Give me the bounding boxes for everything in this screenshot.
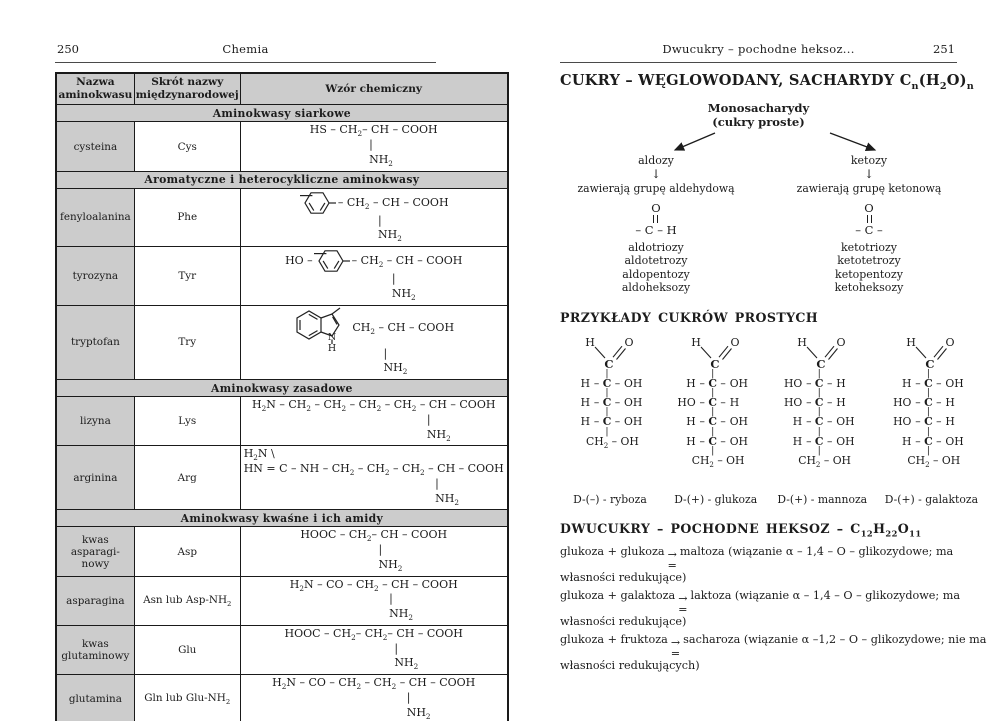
svg-text:O: O <box>945 335 955 349</box>
formula-subline <box>244 478 504 493</box>
carbon-row: H – C – OH <box>887 378 975 389</box>
substituent: $NH_2$ <box>369 152 393 169</box>
amino-abbr: Asn lub Asp-$NH_2$ <box>134 576 240 625</box>
bottom-group: $CH_2$ – OH <box>586 434 639 451</box>
chemical-formula <box>293 308 454 378</box>
aldehyde-top-icon <box>578 334 642 370</box>
carbon-row: H – C – OH <box>672 436 760 447</box>
aldehyde-group-formula <box>635 202 676 236</box>
formula-line <box>299 191 449 215</box>
bond-icon: | <box>817 387 821 399</box>
chemical-formula <box>299 191 449 245</box>
running-header-left: Chemia <box>222 42 269 56</box>
amino-formula-cell <box>240 247 508 306</box>
table-section-row <box>56 510 508 527</box>
bond-icon: | <box>711 406 715 418</box>
formula-subline <box>244 493 504 508</box>
chemical-formula <box>252 399 495 443</box>
substituent: | <box>391 272 396 286</box>
chemical-formula <box>272 677 475 721</box>
right-substituent: OH <box>945 376 964 390</box>
amino-formula-cell <box>240 576 508 625</box>
formula-subline <box>285 643 463 658</box>
aldose-examples-list <box>622 241 690 295</box>
formula-line <box>272 677 475 692</box>
table-section-row <box>56 171 508 188</box>
bond-icon: | <box>711 445 715 457</box>
tree-root-line2: (cukry proste) <box>712 115 805 130</box>
amino-name: asparagina <box>56 576 134 625</box>
right-substituent: OH <box>729 415 748 429</box>
running-header-right: Dwucukry – pochodne heksoz... <box>662 42 855 56</box>
page-right <box>560 42 987 676</box>
ketose-example: ketoheksozy <box>834 281 904 295</box>
bond-icon: | <box>926 445 930 457</box>
ketose-example: ketotriozy <box>840 241 898 254</box>
formula-main: $CH_2$ – CH – COOH <box>352 320 455 336</box>
carbon-row: HO – C – H <box>887 397 975 408</box>
svg-text:N: N <box>328 331 337 343</box>
amino-abbr: Glu <box>134 625 240 674</box>
bond-icon: | <box>711 367 715 379</box>
formula-subline <box>272 707 475 721</box>
formula-main: HOOC – $CH_2-$ $CH_2-$ CH – COOH <box>284 626 463 643</box>
reaction-substrates: glukoza + fruktoza <box>560 632 668 646</box>
reaction-arrow-equals <box>668 549 677 571</box>
chemical-formula <box>285 249 462 303</box>
aldehyde-top-icon <box>684 334 748 370</box>
reaction-arrow-equals <box>678 593 687 615</box>
chemical-formula <box>300 529 447 573</box>
arrow-icon: → <box>678 591 688 605</box>
chemical-formula <box>244 448 504 507</box>
amino-name: arginina <box>56 446 134 510</box>
left-substituent: HO <box>783 376 803 390</box>
carbonyl-oxygen: O <box>651 200 661 215</box>
reaction-line <box>560 545 987 586</box>
bond-icon: | <box>605 425 609 437</box>
equals-sign: = <box>678 602 688 616</box>
right-substituent: OH <box>624 376 643 390</box>
amino-formula-cell <box>240 446 508 510</box>
formula-line <box>244 463 504 478</box>
substituent: | <box>378 543 383 557</box>
disaccharide-reactions <box>560 545 987 673</box>
amino-formula-cell <box>240 675 508 721</box>
formula-subline <box>299 215 449 230</box>
sugar-label: D-(–) - ryboza <box>573 492 647 506</box>
substituent: $NH_2$ <box>406 705 431 721</box>
formula-subline <box>293 348 454 363</box>
formula-main: $H_2N - CH_2 - CH_2 - CH_2 - CH_2$ – CH – COOH <box>251 398 496 414</box>
tree-columns <box>560 154 987 295</box>
formula-subline <box>293 362 454 377</box>
right-substituent: H <box>836 396 846 410</box>
branch-label-ketozy: ketozy <box>850 153 888 167</box>
left-substituent: H <box>792 434 803 448</box>
bond-icon: | <box>605 367 609 379</box>
carbonyl-oxygen: O <box>864 200 874 215</box>
amino-acid-row <box>56 122 508 171</box>
amino-abbr: Try <box>134 305 240 380</box>
formula-subline <box>300 559 447 574</box>
carbon-row: H – C – OH <box>566 378 654 389</box>
svg-text:H: H <box>585 335 595 349</box>
branch-arrows-icon <box>575 130 972 154</box>
right-substituent: OH <box>729 376 748 390</box>
bond-icon: | <box>605 387 609 399</box>
chemical-formula <box>310 124 438 168</box>
svg-text:H: H <box>328 342 337 351</box>
substituent: | <box>394 641 399 655</box>
simple-sugars-heading: PRZYKŁADY CUKRÓW PROSTYCH <box>560 309 819 325</box>
ketone-group-formula <box>855 202 883 236</box>
amino-acid-row <box>56 675 508 721</box>
amino-formula-cell <box>240 527 508 576</box>
aldose-example: aldoheksozy <box>621 281 691 295</box>
substituent: $NH_2$ <box>378 228 402 244</box>
table-section-row <box>56 380 508 397</box>
amino-abbr: Gln lub Glu-$NH_2$ <box>134 675 240 721</box>
section-label: Aminokwasy zasadowe <box>56 380 508 397</box>
benzene-ring-icon <box>300 188 337 218</box>
formula-subline <box>299 229 449 244</box>
page-number-left: 250 <box>57 42 79 56</box>
amino-formula-cell <box>240 625 508 674</box>
reaction-line <box>560 589 987 630</box>
formula-line <box>293 308 455 351</box>
fischer-projection <box>566 334 654 506</box>
carbon-row: H – C – OH <box>778 436 866 447</box>
right-substituent: OH <box>836 415 855 429</box>
tree-root-line1: Monosacharydy <box>707 100 810 115</box>
reaction-product: maltoza (wiązanie α – 1,4 – O – glikozydowe; ma własności redukujące) <box>560 545 954 585</box>
bottom-group-row <box>887 455 975 469</box>
right-page-header <box>560 42 957 63</box>
formula-line <box>290 579 458 594</box>
left-substituent: H <box>686 376 696 390</box>
svg-text:C: C <box>925 356 935 370</box>
bond-icon: | <box>926 367 930 379</box>
amino-table-body <box>56 105 508 721</box>
amino-acid-table <box>55 72 509 721</box>
formula-line <box>310 124 438 139</box>
table-section-row <box>56 105 508 122</box>
amino-abbr: Cys <box>134 122 240 171</box>
aldehyde-top-icon <box>899 334 963 370</box>
carbon-row: HO – C – H <box>887 416 975 427</box>
branch-label-aldozy: aldozy <box>638 153 674 167</box>
ketose-examples-list <box>835 241 904 295</box>
left-substituent: H <box>792 415 803 429</box>
formula-prefix: HO – <box>285 254 313 268</box>
formula-subline <box>290 593 458 608</box>
amino-name: cysteina <box>56 122 134 171</box>
formula-subline <box>252 429 495 444</box>
right-substituent: OH <box>729 434 748 448</box>
formula-subline <box>285 288 462 303</box>
formula-subline <box>310 154 438 169</box>
substituent: | <box>406 690 411 704</box>
formula-line <box>252 399 495 414</box>
carbon-row: H – C – OH <box>887 436 975 447</box>
formula-line <box>285 249 462 273</box>
aldehyde-top-icon <box>790 334 854 370</box>
section-label: Aminokwasy siarkowe <box>56 105 508 122</box>
left-substituent: H <box>901 376 912 390</box>
formula-subline <box>252 414 495 429</box>
tree-root <box>560 101 957 130</box>
bond-icon: | <box>711 425 715 437</box>
svg-text:O: O <box>624 335 634 349</box>
right-substituent: OH <box>624 415 643 429</box>
ketose-example: ketopentozy <box>835 267 903 281</box>
substituent: | <box>389 592 393 606</box>
formula-main: HN = C – NH – $CH_2 - CH_2 - CH_2$ – CH – COOH <box>243 462 504 478</box>
left-substituent: H <box>901 434 912 448</box>
svg-text:H: H <box>797 335 808 349</box>
right-substituent: OH <box>945 434 964 448</box>
right-substituent: OH <box>624 396 643 410</box>
formula-main: HOOC – $CH_2-$ CH – COOH <box>300 528 448 544</box>
col-header-formula: Wzór chemiczny <box>240 73 508 105</box>
substituent: | <box>383 346 388 360</box>
reaction-substrates: glukoza + galaktoza <box>560 588 676 602</box>
svg-text:C: C <box>604 356 614 370</box>
amino-acid-row <box>56 446 508 510</box>
left-substituent: HO <box>677 396 696 410</box>
tree-branch-ketozy <box>774 154 964 295</box>
equals-sign: = <box>667 559 677 573</box>
right-substituent: H <box>945 396 955 410</box>
amino-acid-row <box>56 625 508 674</box>
bond-icon: | <box>817 445 821 457</box>
reaction-product: laktoza (wiązanie α – 1,4 – O – glikozydowe; ma własności redukujące) <box>560 588 961 629</box>
svg-text:C: C <box>710 356 720 370</box>
svg-text:H: H <box>906 335 917 349</box>
carbon-row: H – C – OH <box>566 397 654 408</box>
bottom-group: $CH_2$ – OH <box>798 454 851 470</box>
carbon-row: H – C – OH <box>672 416 760 427</box>
substituent: $NH_2$ <box>378 557 403 574</box>
reaction-line <box>560 633 987 674</box>
left-page-header <box>55 42 436 63</box>
formula-line <box>300 529 447 544</box>
formula-subline <box>285 657 463 672</box>
svg-text:C: C <box>816 356 826 370</box>
aldose-example: aldotetrozy <box>624 254 688 268</box>
carbonyl-carbon-line: – C – H <box>635 222 677 237</box>
ketose-example: ketotetrozy <box>837 254 901 268</box>
tree-branch-aldozy <box>560 154 752 295</box>
page-left <box>55 42 504 721</box>
fischer-projections-row <box>560 334 984 506</box>
amino-formula-cell <box>240 397 508 446</box>
formula-subline <box>272 692 475 707</box>
carbon-row: HO – C – H <box>672 397 760 408</box>
reaction-arrow-equals <box>671 637 680 659</box>
left-substituent: HO <box>893 415 912 429</box>
substituent: | <box>369 138 373 152</box>
formula-line <box>285 628 463 643</box>
left-substituent: H <box>580 415 590 429</box>
left-substituent: H <box>580 376 590 390</box>
aldose-example: aldotriozy <box>628 241 684 254</box>
formula-main: $H_2N$ – CO – $CH_2$ – CH – COOH <box>289 577 458 593</box>
amino-name: tyrozyna <box>56 247 134 306</box>
formula-main: – $CH_2$ – CH – COOH <box>337 195 449 211</box>
amino-formula-cell <box>240 122 508 171</box>
carbonyl-carbon-line: – C – <box>855 222 883 237</box>
chemical-formula <box>285 628 463 672</box>
left-substituent: H <box>686 415 696 429</box>
substituent: | <box>426 412 431 426</box>
amino-name: kwas glutaminowy <box>56 625 134 674</box>
bottom-group: $CH_2$ – OH <box>691 454 745 470</box>
amino-abbr: Phe <box>134 188 240 247</box>
formula-line: $H_2N$ \ <box>243 447 275 463</box>
col-header-abbr: Skrót nazwy międzynarodowej <box>134 73 240 105</box>
aldose-example: aldopentozy <box>622 267 690 281</box>
right-substituent: OH <box>836 434 855 448</box>
amino-abbr: Arg <box>134 446 240 510</box>
fischer-projection <box>885 334 978 506</box>
substituent: | <box>378 213 382 227</box>
down-arrow-icon: ↓ <box>863 166 875 181</box>
double-bond-icon <box>867 215 872 223</box>
section-label: Aromatyczne i heterocykliczne aminokwasy <box>56 171 508 188</box>
amino-abbr: Tyr <box>134 247 240 306</box>
formula-subline <box>290 608 458 623</box>
amino-abbr: Asp <box>134 527 240 576</box>
bond-icon: | <box>817 406 821 418</box>
left-substituent: HO <box>893 396 912 410</box>
carbon-row: H – C – OH <box>672 378 760 389</box>
equals-sign: = <box>670 646 681 660</box>
fischer-projection <box>777 334 867 506</box>
svg-text:O: O <box>836 335 846 349</box>
carbon-row: H – C – OH <box>566 416 654 427</box>
bond-icon: | <box>926 406 930 418</box>
fischer-projection <box>672 334 760 506</box>
reaction-substrates: glukoza + glukoza <box>560 545 665 559</box>
amino-formula-cell <box>240 188 508 247</box>
chemical-formula <box>290 579 458 623</box>
branch-desc-ketozy: zawierają grupę ketonową <box>796 181 942 195</box>
bottom-group-row <box>672 455 760 469</box>
amino-abbr: Lys <box>134 397 240 446</box>
bond-icon: | <box>605 406 609 418</box>
indole-ring-icon <box>294 305 351 351</box>
amino-name: kwas asparaginowy <box>56 527 134 576</box>
svg-text:O: O <box>730 335 740 349</box>
bond-icon: | <box>926 387 930 399</box>
amino-acid-row <box>56 576 508 625</box>
bottom-group-row <box>778 455 866 469</box>
branch-desc-aldozy: zawierają grupę aldehydową <box>577 181 735 195</box>
benzene-ring-icon <box>314 246 351 276</box>
arrow-icon: → <box>670 635 681 649</box>
sugar-label: D-(+) - galaktoza <box>884 492 978 506</box>
right-substituent: H <box>945 415 955 429</box>
sugar-label: D-(+) - mannoza <box>777 492 868 506</box>
sugars-title: CUKRY – WĘGLOWODANY, SACHARYDY $C_n(H_2O)_n$ <box>560 72 974 92</box>
amino-acid-row <box>56 397 508 446</box>
bond-icon: | <box>926 425 930 437</box>
formula-subline <box>285 273 462 288</box>
substituent: $NH_2$ <box>426 427 451 443</box>
formula-main: – $CH_2$ – CH – COOH <box>351 254 463 270</box>
amino-name: fenyloalanina <box>56 188 134 247</box>
amino-acid-row <box>56 527 508 576</box>
left-substituent: H <box>580 396 590 410</box>
svg-text:H: H <box>690 335 701 349</box>
amino-formula-cell <box>240 305 508 380</box>
substituent: $NH_2$ <box>389 607 413 623</box>
bond-icon: | <box>711 387 715 399</box>
amino-acid-row <box>56 247 508 306</box>
substituent: $NH_2$ <box>394 656 419 672</box>
left-substituent: H <box>686 434 696 448</box>
down-arrow-icon: ↓ <box>650 166 662 181</box>
right-substituent: H <box>836 376 846 390</box>
formula-subline <box>310 139 438 154</box>
carbon-row: H – C – OH <box>778 416 866 427</box>
formula-main: $H_2N$ – CO – $CH_2 - CH_2$ – CH – COOH <box>272 676 476 692</box>
substituent: $NH_2$ <box>391 286 416 303</box>
section-label: Aminokwasy kwaśne i ich amidy <box>56 510 508 527</box>
carbon-row: HO – C – H <box>778 397 866 408</box>
carbon-row: HO – C – H <box>778 378 866 389</box>
reaction-product: sacharoza (wiązanie α –1,2 – O – glikozydowe; nie ma własności redukujących) <box>560 632 987 672</box>
right-substituent: H <box>729 396 740 410</box>
amino-name: tryptofan <box>56 305 134 380</box>
amino-acid-row <box>56 188 508 247</box>
substituent: $NH_2$ <box>435 491 460 507</box>
sugar-label: D-(+) - glukoza <box>674 492 758 506</box>
double-bond-icon <box>653 215 658 223</box>
bottom-group: $CH_2$ – OH <box>907 454 961 470</box>
formula-subline <box>300 544 447 559</box>
bond-icon: | <box>817 425 821 437</box>
bond-icon: | <box>817 367 821 379</box>
bottom-group-row <box>566 436 654 450</box>
substituent: $NH_2$ <box>383 361 408 377</box>
arrow-icon: → <box>667 548 677 562</box>
disaccharides-heading: DWUCUKRY – POCHODNE HEKSOZ – $C_{12}H_{22}O_{11}$ <box>560 520 922 539</box>
amino-acid-row <box>56 305 508 380</box>
amino-name: glutamina <box>56 675 134 721</box>
table-header-row <box>56 73 508 105</box>
amino-name: lizyna <box>56 397 134 446</box>
substituent: | <box>435 476 439 490</box>
col-header-name: Nazwa aminokwasu <box>56 73 134 105</box>
left-substituent: HO <box>783 396 803 410</box>
formula-main: HS – $CH_2-$ CH – COOH <box>309 123 438 139</box>
page-number-right: 251 <box>933 42 955 56</box>
